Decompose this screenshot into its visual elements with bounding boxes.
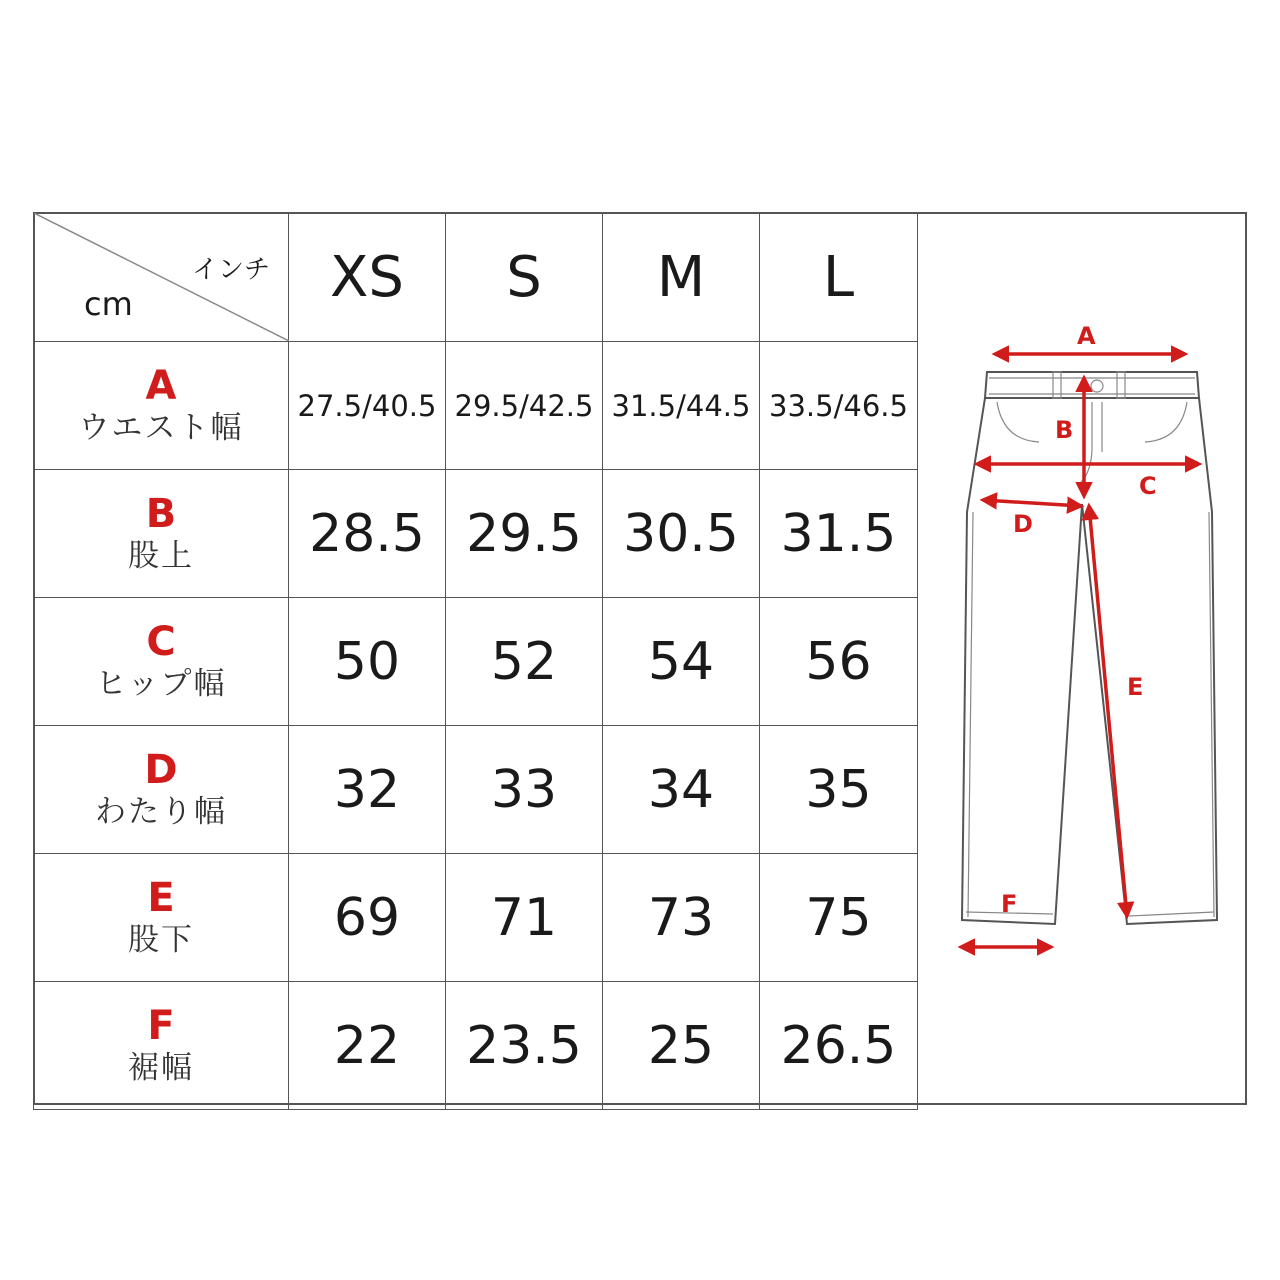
table-cell: 22 (289, 982, 446, 1110)
table-cell: 35 (760, 726, 918, 854)
row-letter: E (147, 874, 175, 921)
table-cell: 32 (289, 726, 446, 854)
table-cell: 56 (760, 598, 918, 726)
pants-measurement-diagram (917, 212, 1247, 1105)
table-cell: 30.5 (603, 470, 760, 598)
table-cell: 26.5 (760, 982, 918, 1110)
table-cell: 25 (603, 982, 760, 1110)
unit-inch-label: インチ (191, 255, 270, 285)
table-cell: 33 (446, 726, 603, 854)
table-cell: 52 (446, 598, 603, 726)
row-label-b (34, 470, 289, 598)
table-cell: 31.5/44.5 (603, 342, 760, 470)
table-cell: 54 (603, 598, 760, 726)
table-cell: 75 (760, 854, 918, 982)
row-letter: C (146, 618, 176, 665)
table-cell: 28.5 (289, 470, 446, 598)
table-row-c (34, 598, 918, 726)
row-label-c (34, 598, 289, 726)
diagram-label-e: E (1127, 673, 1144, 701)
table-cell: 50 (289, 598, 446, 726)
row-name: ヒップ幅 (95, 665, 227, 702)
unit-cm-label: cm (84, 285, 133, 323)
header-row (34, 213, 918, 342)
row-name: 股上 (128, 537, 194, 574)
unit-corner-cell (34, 213, 289, 342)
row-letter: D (144, 746, 178, 793)
table-cell: 27.5/40.5 (289, 342, 446, 470)
diagram-label-f: F (1001, 890, 1018, 918)
row-label-f (34, 982, 289, 1110)
table-row-d (34, 726, 918, 854)
table-cell: 69 (289, 854, 446, 982)
size-header-l: L (760, 213, 918, 342)
table-cell: 23.5 (446, 982, 603, 1110)
row-label-e (34, 854, 289, 982)
diagram-label-c: C (1139, 472, 1157, 500)
diagram-label-b: B (1055, 416, 1074, 444)
table-row-f (34, 982, 918, 1110)
row-letter: B (145, 490, 177, 537)
table-cell: 71 (446, 854, 603, 982)
row-letter: F (147, 1002, 175, 1049)
size-header-s: S (446, 213, 603, 342)
size-header-xs: XS (289, 213, 446, 342)
row-name: 裾幅 (128, 1049, 194, 1086)
table-cell: 33.5/46.5 (760, 342, 918, 470)
diagram-label-a: A (1077, 322, 1096, 350)
row-name: 股下 (128, 921, 194, 958)
table-row-a (34, 342, 918, 470)
row-name: わたり幅 (95, 793, 227, 830)
table-cell: 34 (603, 726, 760, 854)
diagram-label-d: D (1013, 510, 1033, 538)
pants-outline (962, 372, 1217, 924)
table-row-b (34, 470, 918, 598)
table-cell: 29.5 (446, 470, 603, 598)
row-label-a (34, 342, 289, 470)
table-cell: 73 (603, 854, 760, 982)
size-header-m: M (603, 213, 760, 342)
pants-illustration (917, 212, 1247, 1105)
row-name: ウエスト幅 (78, 409, 244, 446)
row-label-d (34, 726, 289, 854)
size-table (33, 212, 918, 1110)
table-row-e (34, 854, 918, 982)
table-cell: 29.5/42.5 (446, 342, 603, 470)
table-cell: 31.5 (760, 470, 918, 598)
row-letter: A (145, 362, 177, 409)
